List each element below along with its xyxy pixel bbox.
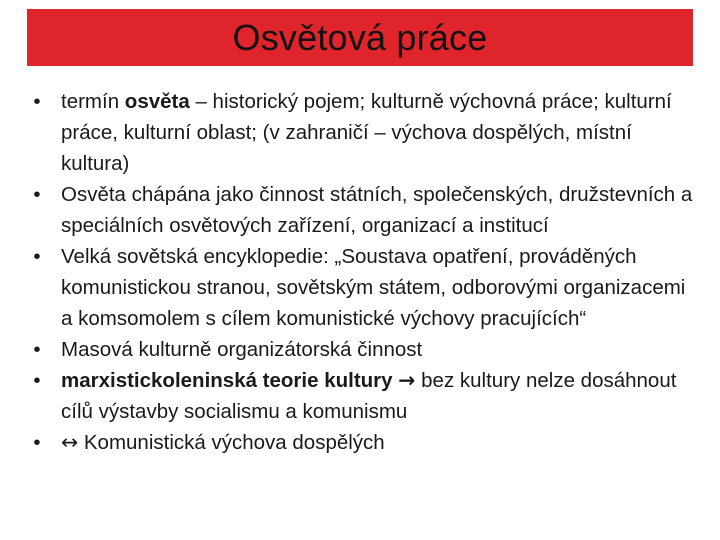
bullet-1-rest: – historický pojem; kulturně výchovná práce; kulturní práce, kulturní oblast; (v zahraničí – výchova dospělých, místní kultura): [61, 90, 672, 175]
double-arrow-icon: ↔: [61, 430, 79, 454]
bullet-item-1: [30, 86, 700, 179]
bullet-2-text: Osvěta chápána jako činnost státních, společenských, družstevních a speciálních osvětových zařízení, organizací a institucí: [61, 183, 693, 237]
bullet-list: [30, 86, 700, 458]
bullet-marker: •: [33, 183, 41, 206]
bullet-6-rest: Komunistická výchova dospělých: [78, 431, 385, 454]
bullet-marker: •: [33, 369, 41, 392]
right-arrow-icon: →: [398, 368, 416, 392]
bullet-marker: •: [33, 431, 41, 454]
bullet-marker: •: [33, 90, 41, 113]
bullet-item-2: [30, 179, 700, 241]
bullet-marker: •: [33, 338, 41, 361]
bullet-item-4: [30, 334, 700, 365]
bullet-item-6: [30, 427, 700, 458]
bullet-1-term: osvěta: [124, 90, 190, 113]
bullet-4-text: Masová kulturně organizátorská činnost: [61, 338, 423, 361]
bullet-1-prefix: termín: [61, 90, 125, 113]
bullet-item-3: [30, 241, 700, 334]
bullet-5-term: marxistickoleninská teorie kultury: [61, 369, 393, 392]
bullet-marker: •: [33, 245, 41, 268]
bullet-3-text: Velká sovětská encyklopedie: „Soustava opatření, prováděných komunistickou stranou, sovětským státem, odborovými organizacemi a komsomolem s cílem komunistické výchovy pracujících“: [61, 245, 686, 330]
bullet-5-rest: bez kultury nelze dosáhnout cílů výstavby socialismu a komunismu: [61, 369, 677, 423]
slide-title-bar: [27, 9, 693, 66]
bullet-item-5: [30, 365, 700, 427]
slide-title: Osvětová práce: [232, 16, 488, 58]
